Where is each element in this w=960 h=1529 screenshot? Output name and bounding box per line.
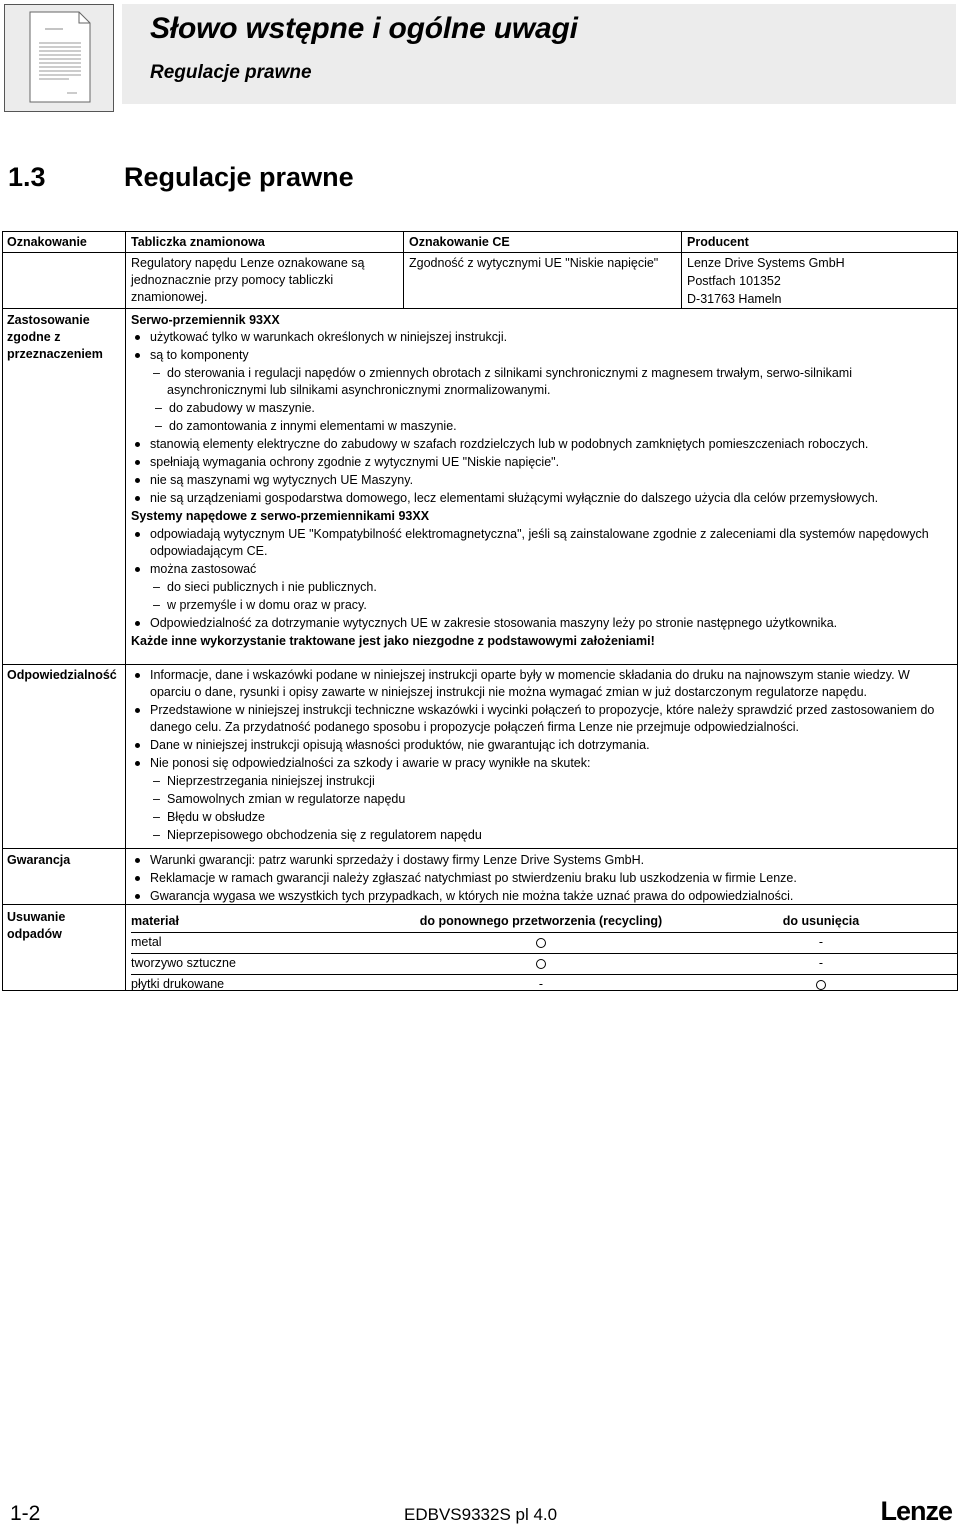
table-row <box>131 975 957 995</box>
list-item: – do zabudowy w maszynie. <box>131 400 949 417</box>
disposal-header-row <box>131 912 957 932</box>
disposal-header-disposal: do usunięcia <box>782 914 860 928</box>
list-item: – w przemyśle i w domu oraz w pracy. <box>131 597 949 614</box>
list-item: Gwarancja wygasa we wszystkich tych przypadkach, w których nie można także uznać prawa do odpowiedzialności. <box>131 888 949 905</box>
liability-content <box>131 667 949 844</box>
list-item: są to komponenty <box>131 347 949 364</box>
page-title: Słowo wstępne i ogólne uwagi <box>150 12 578 45</box>
document-code: EDBVS9332S pl 4.0 <box>404 1505 558 1524</box>
warranty-content <box>131 852 949 905</box>
manufacturer-address: Lenze Drive Systems GmbH Postfach 101352 D-31763 Hameln <box>687 256 845 306</box>
list-item: – do sterowania i regulacji napędów o zmiennych obrotach z silnikami synchronicznymi z magnesem trwałym, serwo-silnikami <box>131 365 949 382</box>
list-item: spełniają wymagania ochrony zgodnie z wytycznymi UE "Niskie napięcie". <box>131 454 949 471</box>
nameplate-text: Regulatory napędu Lenze oznakowane są jednoznacznie przy pomocy tabliczki znamionowej. <box>131 256 365 304</box>
circle-icon <box>536 959 546 969</box>
list-item-continued: danego celu. Za przydatność podanego sposobu i propozycje połączeń firma Lenze nie przejmuje odpowiedzialności. <box>150 720 800 734</box>
section-title: Regulacje prawne <box>124 162 354 192</box>
disposal-removal: - <box>818 956 824 970</box>
table-row <box>131 954 957 974</box>
label-intended-use: Zastosowanie zgodne z przeznaczeniem <box>7 313 103 361</box>
disposal-header-recycling: do ponownego przetworzenia (recycling) <box>419 914 663 928</box>
section-number: 1.3 <box>8 162 46 192</box>
list-item: Reklamacje w ramach gwarancji należy zgłaszać natychmiast po stwierdzeniu braku lub uszkodzenia w firmie Lenze. <box>131 870 949 887</box>
disposal-material: płytki drukowane <box>131 977 225 991</box>
circle-icon <box>816 980 826 990</box>
circle-icon <box>536 938 546 948</box>
list-item: odpowiadają wytycznym UE "Kompatybilność elektromagnetyczna", jeśli są zainstalowane zgodnie z zaleceniami dla systemów napędowych <box>131 526 949 543</box>
table-rule <box>3 308 957 309</box>
list-item: Informacje, dane i wskazówki podane w niniejszej instrukcji oparte były w momencie składania do druku na najnowszym stanie wiedzy. W <box>131 667 949 684</box>
list-item: Odpowiedzialność za dotrzymanie wytycznych UE w zakresie stosowania maszyny leży po stronie następnego użytkownika. <box>131 615 949 632</box>
label-disposal: Usuwanie odpadów <box>7 910 66 941</box>
list-item: użytkować tylko w warunkach określonych w niniejszej instrukcji. <box>131 329 949 346</box>
table-rule <box>3 252 957 253</box>
disposal-recycling <box>401 934 681 951</box>
header-ce-marking: Oznakowanie CE <box>409 235 510 249</box>
disposal-material: tworzywo sztuczne <box>131 956 236 970</box>
list-item: – Nieprzestrzegania niniejszej instrukcji <box>131 773 949 790</box>
header-nameplate: Tabliczka znamionowa <box>131 235 265 249</box>
document-page-icon <box>29 11 91 103</box>
table-rule <box>403 232 404 308</box>
table-rule <box>3 664 957 665</box>
list-item: nie są urządzeniami gospodarstwa domowego, lecz elementami służącymi wyłącznie do dalszego użycia dla celów przemysłowych. <box>131 490 949 507</box>
page-number: 1-2 <box>10 1502 41 1525</box>
table-rule <box>3 848 957 849</box>
list-item: Dane w niniejszej instrukcji opisują własności produktów, nie gwarantując ich dotrzymania. <box>131 737 949 754</box>
list-item: – do zamontowania z innymi elementami w maszynie. <box>131 418 949 435</box>
list-item: – Samowolnych zmian w regulatorze napędu <box>131 791 949 808</box>
disposal-removal: - <box>818 935 824 949</box>
disposal-table <box>131 912 957 995</box>
label-liability: Odpowiedzialność <box>7 668 117 682</box>
disposal-removal <box>731 976 911 993</box>
document-icon <box>4 4 114 112</box>
list-item: Warunki gwarancji: patrz warunki sprzedaży i dostawy firmy Lenze Drive Systems GmbH. <box>131 852 949 869</box>
closing-statement: Każde inne wykorzystanie traktowane jest jako niezgodne z podstawowymi założeniami! <box>131 634 655 648</box>
legal-table <box>2 231 958 991</box>
ce-marking-text: Zgodność z wytycznymi UE "Niskie napięcie" <box>409 256 659 270</box>
table-row <box>131 933 957 953</box>
disposal-header-material: materiał <box>131 914 179 928</box>
list-item: – Nieprzepisowego obchodzenia się z regulatorem napędu <box>131 827 949 844</box>
table-rule <box>681 232 682 308</box>
list-item: – Błędu w obsłudze <box>131 809 949 826</box>
page-subtitle: Regulacje prawne <box>150 62 312 83</box>
disposal-material: metal <box>131 935 162 949</box>
list-item-continued: odpowiadającym CE. <box>150 544 268 558</box>
list-item: Nie ponosi się odpowiedzialności za szkody i awarie w pracy wynikłe na skutek: <box>131 755 949 772</box>
list-item-continued: asynchronicznymi lub silnikami asynchronicznymi znormalizowanymi. <box>167 383 551 397</box>
label-warranty: Gwarancja <box>7 853 71 867</box>
list-item-continued: oparciu o dane, rysunki i opisy zawarte w niniejszej instrukcji nie można wymagać zmian w już dostarczonym regulatorze napędu. <box>150 685 867 699</box>
lenze-logo: Lenze <box>880 1496 952 1526</box>
disposal-recycling <box>401 955 681 972</box>
list-item: stanowią elementy elektryczne do zabudowy w szafach rozdzielczych lub w podobnych zamkniętych pomieszczeniach roboczych. <box>131 436 949 453</box>
list-item: nie są maszynami wg wytycznych UE Maszyny. <box>131 472 949 489</box>
heading-drive-systems: Systemy napędowe z serwo-przemiennikami 93XX <box>131 509 430 523</box>
header-label: Oznakowanie <box>7 235 87 249</box>
table-rule <box>125 232 126 990</box>
heading-servo-inverter: Serwo-przemiennik 93XX <box>131 313 280 327</box>
list-item: – do sieci publicznych i nie publicznych. <box>131 579 949 596</box>
intended-use-content <box>131 312 949 650</box>
disposal-recycling: - <box>538 977 544 991</box>
list-item: Przedstawione w niniejszej instrukcji techniczne wskazówki i wycinki połączeń to propozycje, które należy sprawdzić przed zastosowaniem do <box>131 702 949 719</box>
header-manufacturer: Producent <box>687 235 749 249</box>
list-item: można zastosować <box>131 561 949 578</box>
